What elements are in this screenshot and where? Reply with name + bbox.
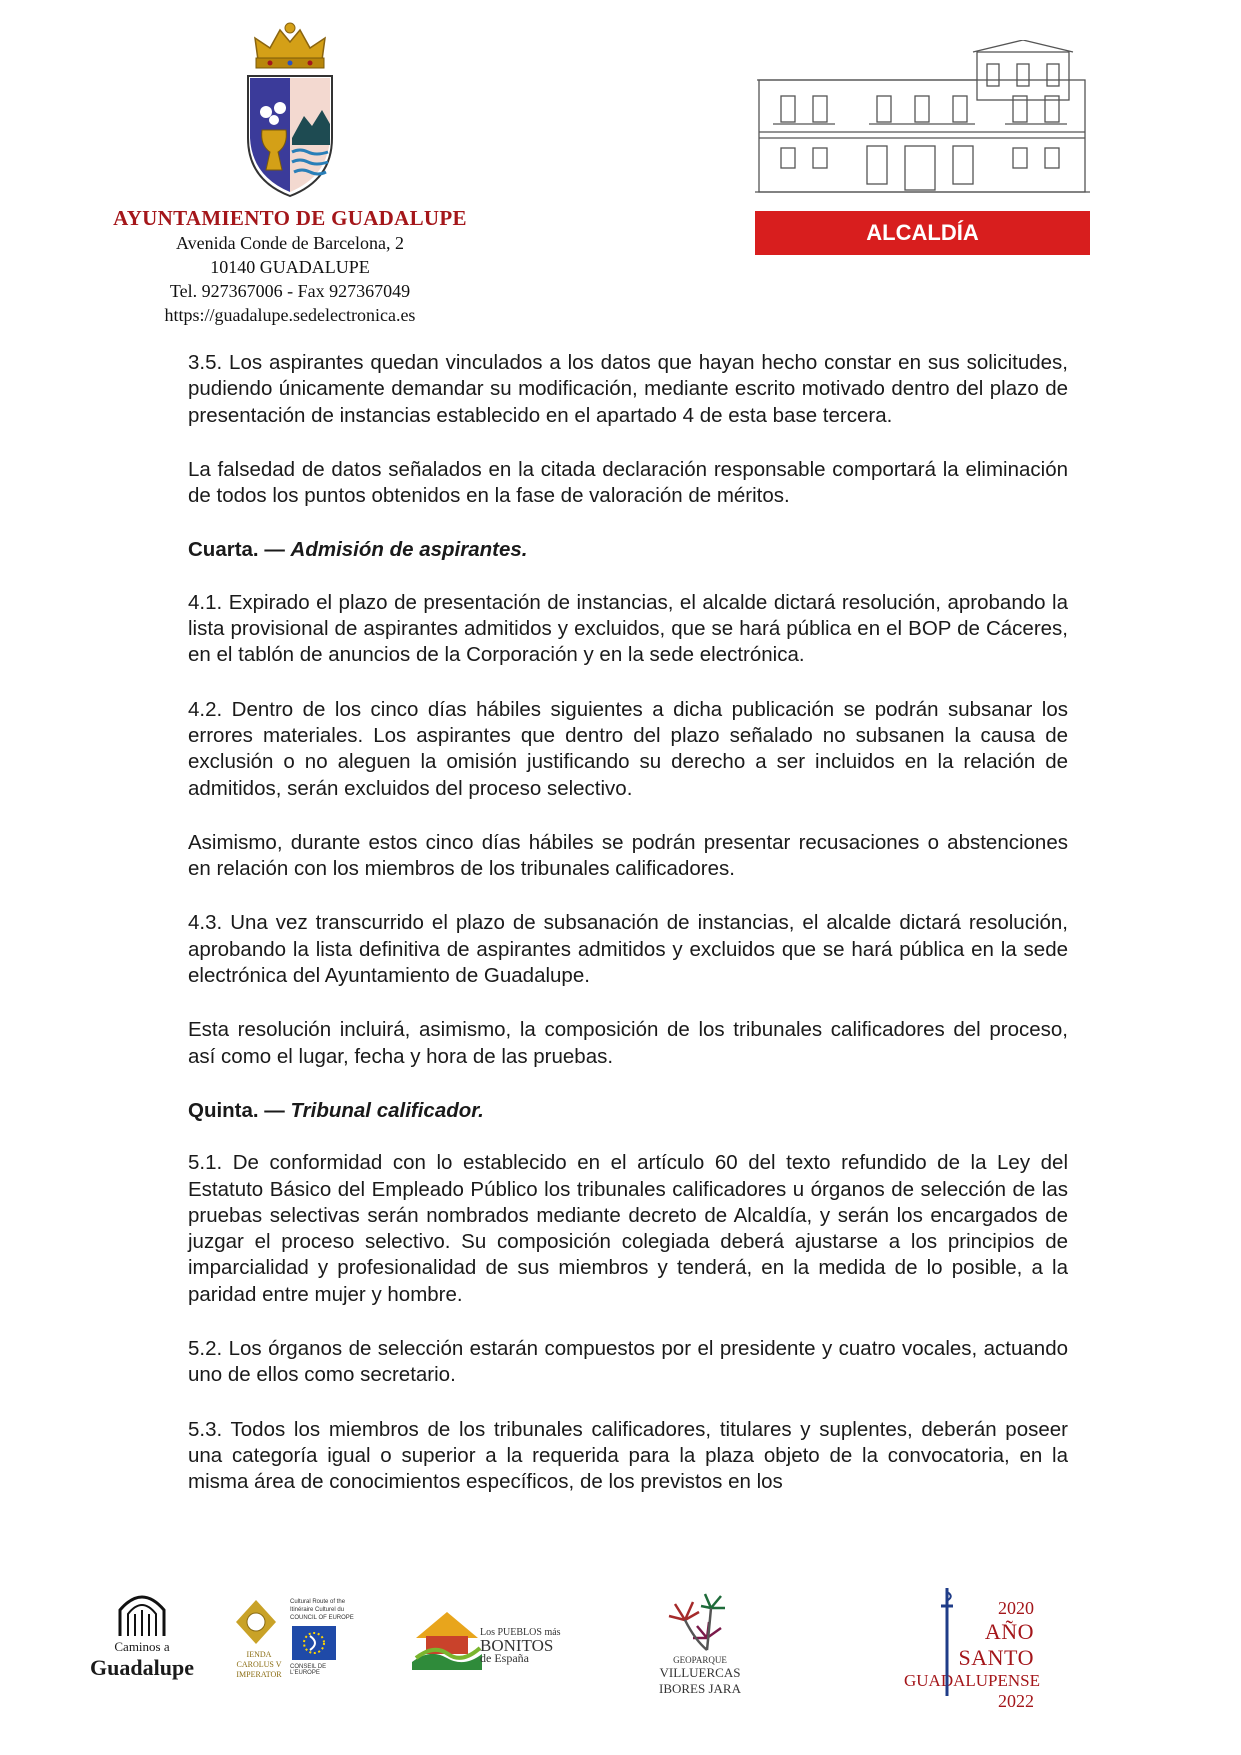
logo-text: CAROLUS V	[236, 1660, 282, 1669]
logo-text: Itinéraire Culturel du	[290, 1607, 345, 1613]
logo-text: IBORES JARA	[659, 1681, 741, 1696]
logo-text: Los PUEBLOS más	[480, 1627, 561, 1638]
institution-city: 10140 GUADALUPE	[210, 257, 370, 277]
geoparque-villuercas-logo	[640, 1590, 760, 1697]
caminos-a-guadalupe-logo	[72, 1590, 212, 1681]
logo-text: GEOPARQUE	[673, 1655, 727, 1665]
coat-of-arms-icon	[240, 20, 340, 200]
town-hall-building-icon	[755, 40, 1090, 200]
paragraph-5-1: 5.1. De conformidad con lo establecido en el artículo 60 del texto refundido de la Ley del Estatuto Básico del Empleado Público los tribunales calificadores u órganos de selección de las pruebas selectivas serán nombrados mediante decreto de Alcaldía, y serán los encargados de juzgar el proceso selectivo. Su composición colegiada deberá ajustarse a los principios de imparcialidad y profesionalidad de sus miembros y tenderá, en la medida de lo posible, a la paridad entre mujer y hombre.	[188, 1151, 1068, 1306]
section-number: Quinta. —	[188, 1098, 285, 1122]
village-emblem-icon	[412, 1608, 482, 1670]
logo-text: Caminos a	[114, 1639, 170, 1654]
paragraph-5-2: 5.2. Los órganos de selección estarán compuestos por el presidente y cuatro vocales, actuando uno de ellos como secretario.	[188, 1337, 1068, 1387]
institution-address: Avenida Conde de Barcelona, 2	[175, 233, 405, 253]
geoparque-plants-icon	[655, 1590, 745, 1654]
section-heading-cuarta	[188, 537, 1068, 563]
logo-text: Guadalupe	[90, 1655, 194, 1680]
logo-text: IENDA	[246, 1650, 272, 1659]
paragraph-4-3: 4.3. Una vez transcurrido el plazo de subsanación de instancias, el alcalde dictará resolución, aprobando la lista definitiva de aspirantes admitidos y excluidos que se hará pública en la sede electrónica del Ayuntamiento de Guadalupe.	[188, 911, 1068, 988]
department-header	[755, 40, 1090, 255]
arch-icon	[112, 1590, 172, 1636]
section-title: Admisión de aspirantes.	[290, 538, 528, 562]
institution-phone: Tel. 927367006 - Fax 927367049	[169, 281, 411, 301]
sword-icon	[940, 1588, 954, 1698]
logo-text: IMPERATOR	[236, 1670, 282, 1679]
paragraph-5-3: 5.3. Todos los miembros de los tribunales calificadores, titulares y suplentes, deberán poseer una categoría igual o superior a la requerida para la plaza objeto de la convocatoria, en la misma área de conocimientos específicos, de los previstos en los	[188, 1417, 1068, 1494]
section-title: Tribunal calificador.	[290, 1098, 484, 1122]
carolus-emblem-icon	[232, 1598, 280, 1648]
section-heading-quinta	[188, 1098, 1068, 1124]
logo-text: GUADALUPENSE	[904, 1671, 1040, 1690]
paragraph-4-1: 4.1. Expirado el plazo de presentación de instancias, el alcalde dictará resolución, aprobando la lista provisional de aspirantes admitidos y excluidos, que se hará pública en el BOP de Cáceres, en el tablón de anuncios de la Corporación y en la sede electrónica.	[188, 590, 1068, 667]
department-banner: ALCALDÍA	[755, 211, 1090, 255]
ano-santo-guadalupense-logo	[904, 1598, 1040, 1712]
paragraph-4-3-resolucion: Esta resolución incluirá, asimismo, la composición de los tribunales calificadores del proceso, así como el lugar, fecha y hora de las pruebas.	[188, 1018, 1068, 1068]
logo-text: CONSEIL DE L'EUROPE	[290, 1664, 327, 1676]
logo-text: VILLUERCAS	[659, 1665, 741, 1680]
logo-text: BONITOS	[480, 1636, 554, 1655]
paragraph-4-2: 4.2. Dentro de los cinco días hábiles siguientes a dicha publicación se podrán subsanar los errores materiales. Los aspirantes que dentro del plazo señalado no subsanen la causa de exclusión o no aleguen la omisión justificando su derecho a ser incluidos en la relación de admitidos, serán excluidos del proceso selectivo.	[188, 697, 1068, 800]
institution-website[interactable]: https://guadalupe.sedelectronica.es	[164, 305, 416, 325]
paragraph-3-5: 3.5. Los aspirantes quedan vinculados a los datos que hayan hecho constar en sus solicitudes, pudiendo únicamente demandar su modificación, mediante escrito motivado dentro del plazo de presentación de instancias establecido en el apartado 4 de esta base tercera.	[188, 351, 1068, 427]
institution-name: AYUNTAMIENTO DE GUADALUPE	[113, 206, 467, 230]
paragraph-3-5-falsedad: La falsedad de datos señalados en la citada declaración responsable comportará la eliminación de todos los puntos obtenidos en la fase de valoración de méritos.	[188, 457, 1068, 508]
document-body	[188, 350, 1068, 1524]
logo-text: 2022	[998, 1691, 1034, 1711]
paragraph-4-2-asimismo: Asimismo, durante estos cinco días hábiles se podrán presentar recusaciones o abstenciones en relación con los miembros de los tribunales calificadores.	[188, 830, 1068, 881]
institution-header	[80, 20, 500, 327]
section-number: Cuarta. —	[188, 538, 285, 562]
logo-text: COUNCIL OF EUROPE	[290, 1615, 354, 1621]
footer-logos	[0, 1590, 1241, 1730]
logo-text: 2020	[998, 1598, 1034, 1618]
logo-text: Cultural Route of the	[290, 1599, 346, 1605]
council-of-europe-icon	[292, 1626, 336, 1660]
logo-text: AÑO SANTO	[958, 1619, 1034, 1670]
logo-text: de España	[480, 1651, 529, 1665]
